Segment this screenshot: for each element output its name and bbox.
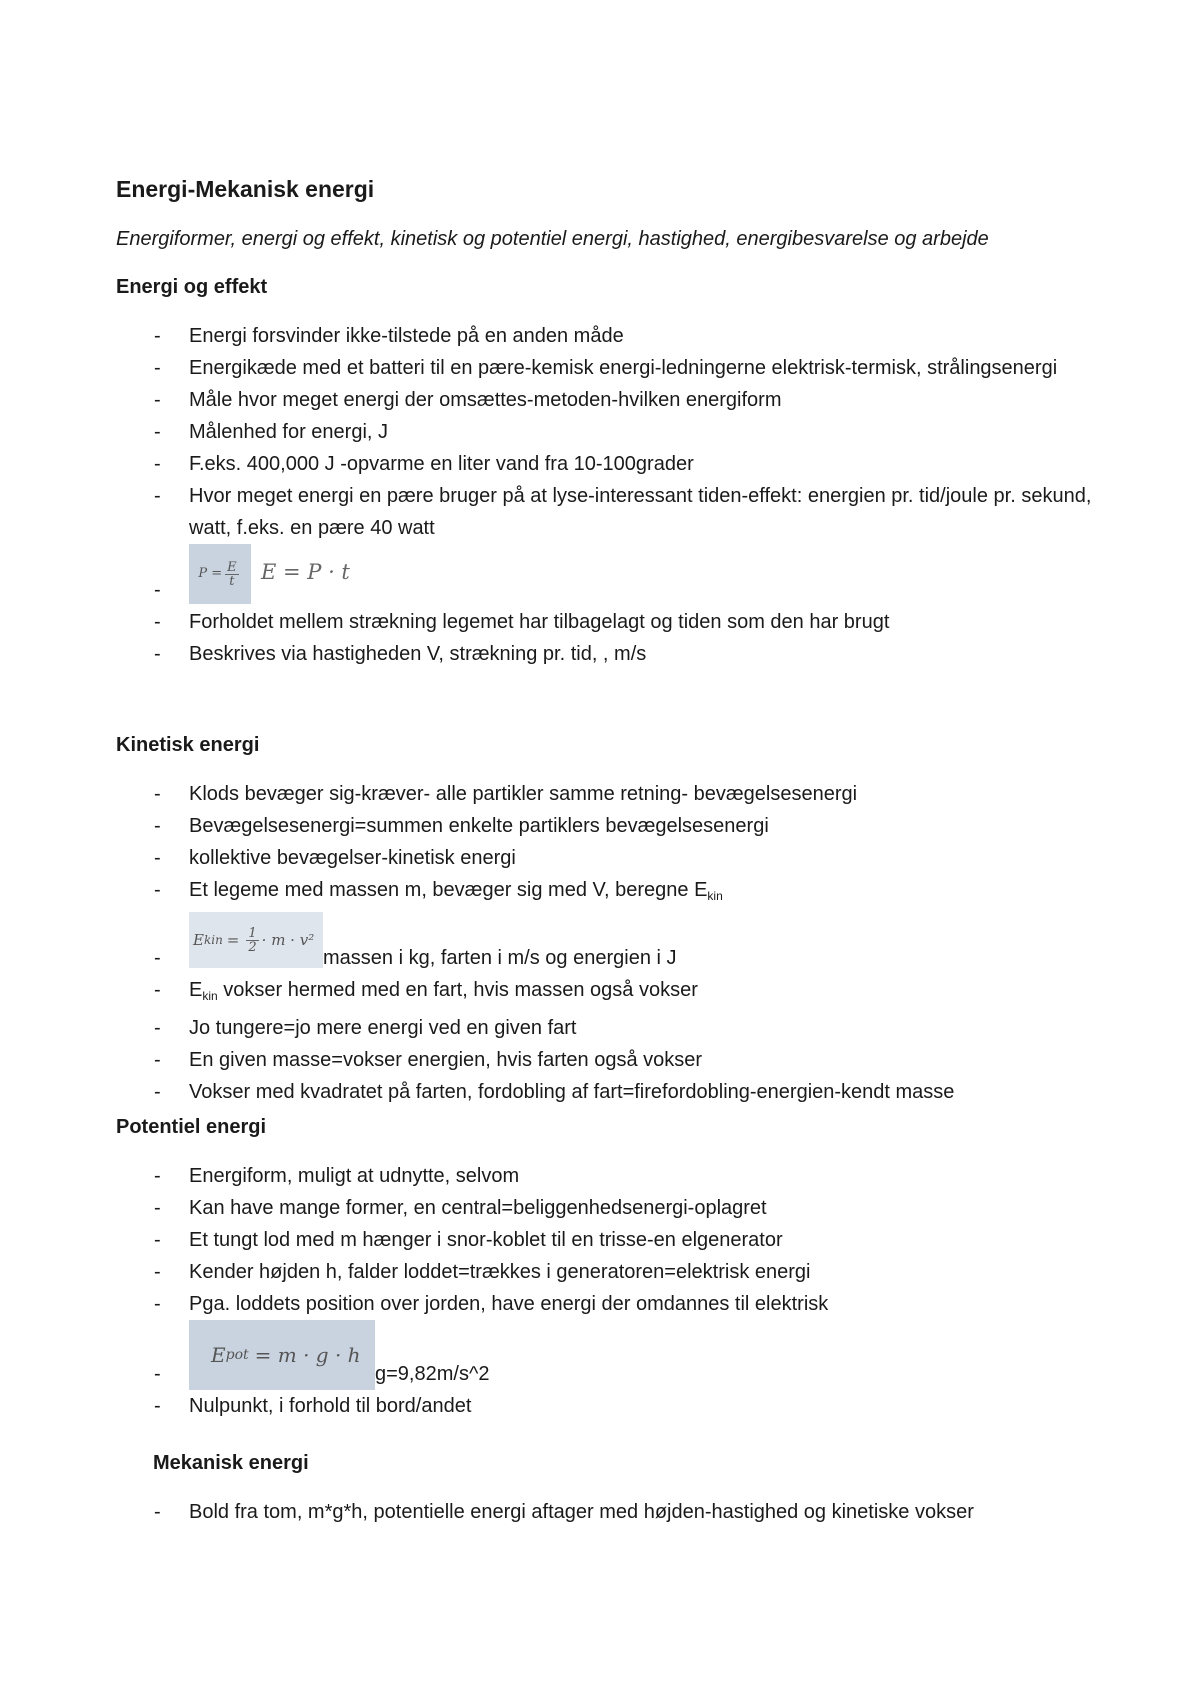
list-item: - Hvor meget energi en pære bruger på at lyse-interessant tiden-effekt: energien pr. tid/joule pr. sekund, watt, f.eks. en pære 40 watt bbox=[154, 485, 1092, 539]
list-item: - Vokser med kvadratet på farten, fordobling af fart=firefordobling-energien-kendt masse bbox=[154, 1081, 955, 1103]
formula-units-text: massen i kg, farten i m/s og energien i J bbox=[323, 947, 677, 969]
document-title: Energi-Mekanisk energi bbox=[116, 176, 375, 202]
list-item: - Bold fra tom, m*g*h, potentielle energi aftager med højden-hastighed og kinetiske vokser bbox=[154, 1501, 974, 1523]
list-item: - Et legeme med massen m, bevæger sig med V, beregne $E_{kin}$ bbox=[154, 879, 723, 903]
list-item: - F.eks. 400,000 J -opvarme en liter vand fra 10-100grader bbox=[154, 453, 694, 475]
list-item: - kollektive bevægelser-kinetisk energi bbox=[154, 847, 516, 869]
list-kinetisk-energi bbox=[116, 778, 1106, 1108]
list-item: - Nulpunkt, i forhold til bord/andet bbox=[154, 1395, 472, 1417]
formula-energy: E = P · t bbox=[261, 560, 350, 584]
list-item: - Energikæde med et batteri til en pære-kemisk energi-ledningerne elektrisk-termisk, strålingsenergi bbox=[154, 357, 1058, 379]
list-item: - Kan have mange former, en central=beliggenhedsenergi-oplagret bbox=[154, 1197, 767, 1219]
list-item-formula: - E pot = m · g · h g=9,82m/s^2 bbox=[116, 1320, 1106, 1390]
formula-kinetic-energy: E kin = $\frac{1}{2}$ · m · v² bbox=[189, 912, 323, 968]
list-item: - Energiform, muligt at udnytte, selvom bbox=[154, 1165, 520, 1187]
list-item-formula: - P = $\frac{E}{t}$ E = P · t bbox=[116, 544, 1106, 606]
list-item-formula: - E kin = $\frac{1}{2}$ · m · v² massen i kg, farten i m/s og energien i J bbox=[116, 912, 1106, 974]
list-item: - Forholdet mellem strækning legemet har tilbagelagt og tiden som den har brugt bbox=[154, 611, 890, 633]
list-item: - Jo tungere=jo mere energi ved en given fart bbox=[154, 1017, 577, 1039]
list-potentiel-energi bbox=[116, 1160, 1106, 1422]
heading-potentiel-energi: Potentiel energi bbox=[116, 1116, 267, 1138]
document-subtitle: Energiformer, energi og effekt, kinetisk og potentiel energi, hastighed, energibesvarelse og arbejde bbox=[116, 228, 989, 250]
list-item: - Et tungt lod med m hænger i snor-koblet til en trisse-en elgenerator bbox=[154, 1229, 783, 1251]
list-item: - Kender højden h, falder loddet=trækkes i generatoren=elektrisk energi bbox=[154, 1261, 811, 1283]
list-item: - Måle hvor meget energi der omsættes-metoden-hvilken energiform bbox=[154, 389, 782, 411]
list-item: - Energi forsvinder ikke-tilstede på en anden måde bbox=[154, 325, 624, 347]
formula-potential-energy: E pot = m · g · h bbox=[189, 1320, 375, 1390]
heading-mekanisk-energi: Mekanisk energi bbox=[153, 1452, 309, 1474]
list-item: - Pga. loddets position over jorden, have energi der omdannes til elektrisk bbox=[154, 1293, 829, 1315]
list-item: - Målenhed for energi, J bbox=[154, 421, 389, 443]
list-mekanisk-energi bbox=[116, 1496, 1106, 1528]
heading-energi-og-effekt: Energi og effekt bbox=[116, 276, 268, 298]
list-item: - En given masse=vokser energien, hvis farten også vokser bbox=[154, 1049, 703, 1071]
list-item: - Klods bevæger sig-kræver- alle partikler samme retning- bevægelsesenergi bbox=[154, 783, 858, 805]
formula-power: P = $\frac{E}{t}$ bbox=[189, 544, 251, 604]
heading-kinetisk-energi: Kinetisk energi bbox=[116, 734, 260, 756]
list-item: - Bevægelsesenergi=summen enkelte partiklers bevægelsesenergi bbox=[154, 815, 769, 837]
list-item: - Beskrives via hastigheden V, strækning pr. tid, , m/s bbox=[154, 643, 647, 665]
list-item: - $E_{kin}$ vokser hermed med en fart, hvis massen også vokser bbox=[154, 979, 698, 1003]
list-energi-og-effekt bbox=[116, 320, 1106, 670]
gravity-constant-text: g=9,82m/s^2 bbox=[375, 1363, 490, 1385]
